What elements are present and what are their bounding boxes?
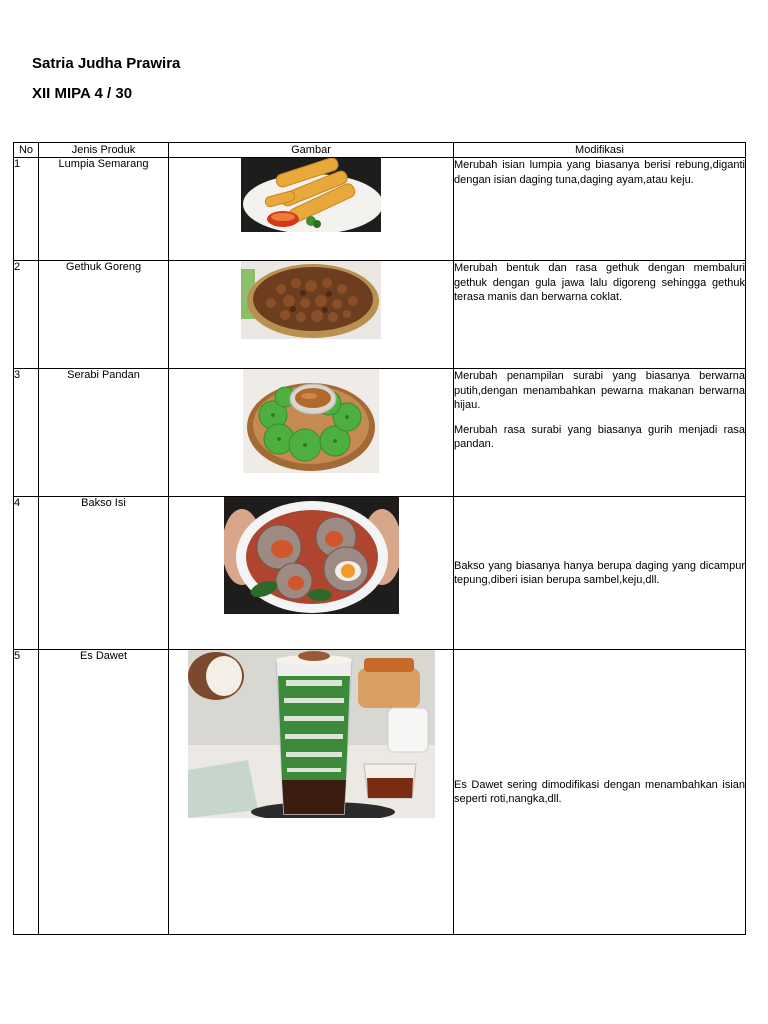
col-header-image: Gambar <box>169 143 454 158</box>
product-name: Gethuk Goreng <box>39 261 169 369</box>
table-row <box>14 497 746 650</box>
product-name: Serabi Pandan <box>39 369 169 497</box>
col-header-product: Jenis Produk <box>39 143 169 158</box>
row-number: 4 <box>14 497 39 650</box>
row-number: 2 <box>14 261 39 369</box>
product-image-cell <box>169 261 454 369</box>
student-class: XII MIPA 4 / 30 <box>32 85 133 102</box>
table-header-row <box>14 143 746 158</box>
student-name: Satria Judha Prawira <box>32 55 181 72</box>
modification-paragraph: Merubah bentuk dan rasa gethuk dengan membaluri gethuk dengan gula jawa lalu digoreng sehingga gethuk terasa manis dan berwarna coklat. <box>454 262 745 303</box>
product-name: Bakso Isi <box>39 497 169 650</box>
table-row <box>14 369 746 497</box>
product-image-cell <box>169 650 454 935</box>
modification-text <box>454 369 746 497</box>
row-number: 3 <box>14 369 39 497</box>
green-serabi-photo <box>243 369 379 473</box>
row-number: 1 <box>14 158 39 261</box>
modification-text <box>454 261 746 369</box>
modification-text <box>454 158 746 261</box>
col-header-no: No <box>14 143 39 158</box>
es-dawet-photo <box>188 650 435 818</box>
product-image-cell <box>169 158 454 261</box>
table-row <box>14 261 746 369</box>
fried-gethuk-photo <box>241 261 381 339</box>
modification-paragraph: Es Dawet sering dimodifikasi dengan menambahkan isian seperti roti,nangka,dll. <box>454 778 745 805</box>
modification-paragraph: Merubah rasa surabi yang biasanya gurih menjadi rasa pandan. <box>454 423 745 450</box>
spring-rolls-photo <box>241 158 381 232</box>
row-number: 5 <box>14 650 39 935</box>
modification-paragraph: Bakso yang biasanya hanya berupa daging yang dicampur tepung,diberi isian berupa sambel,keju,dll. <box>454 559 745 586</box>
product-name: Lumpia Semarang <box>39 158 169 261</box>
modification-text <box>454 497 746 650</box>
table-row <box>14 650 746 935</box>
product-image-cell <box>169 497 454 650</box>
table-row <box>14 158 746 261</box>
product-image-cell <box>169 369 454 497</box>
modification-paragraph: Merubah penampilan surabi yang biasanya berwarna putih,dengan menambahkan pewarna makanan berwarna hijau. <box>454 370 745 411</box>
modification-paragraph: Merubah isian lumpia yang biasanya berisi rebung,diganti dengan isian daging tuna,daging ayam,atau keju. <box>454 159 745 186</box>
col-header-modification: Modifikasi <box>454 143 746 158</box>
stuffed-meatball-photo <box>224 497 399 614</box>
product-table <box>13 142 746 935</box>
product-name: Es Dawet <box>39 650 169 935</box>
modification-text <box>454 650 746 935</box>
